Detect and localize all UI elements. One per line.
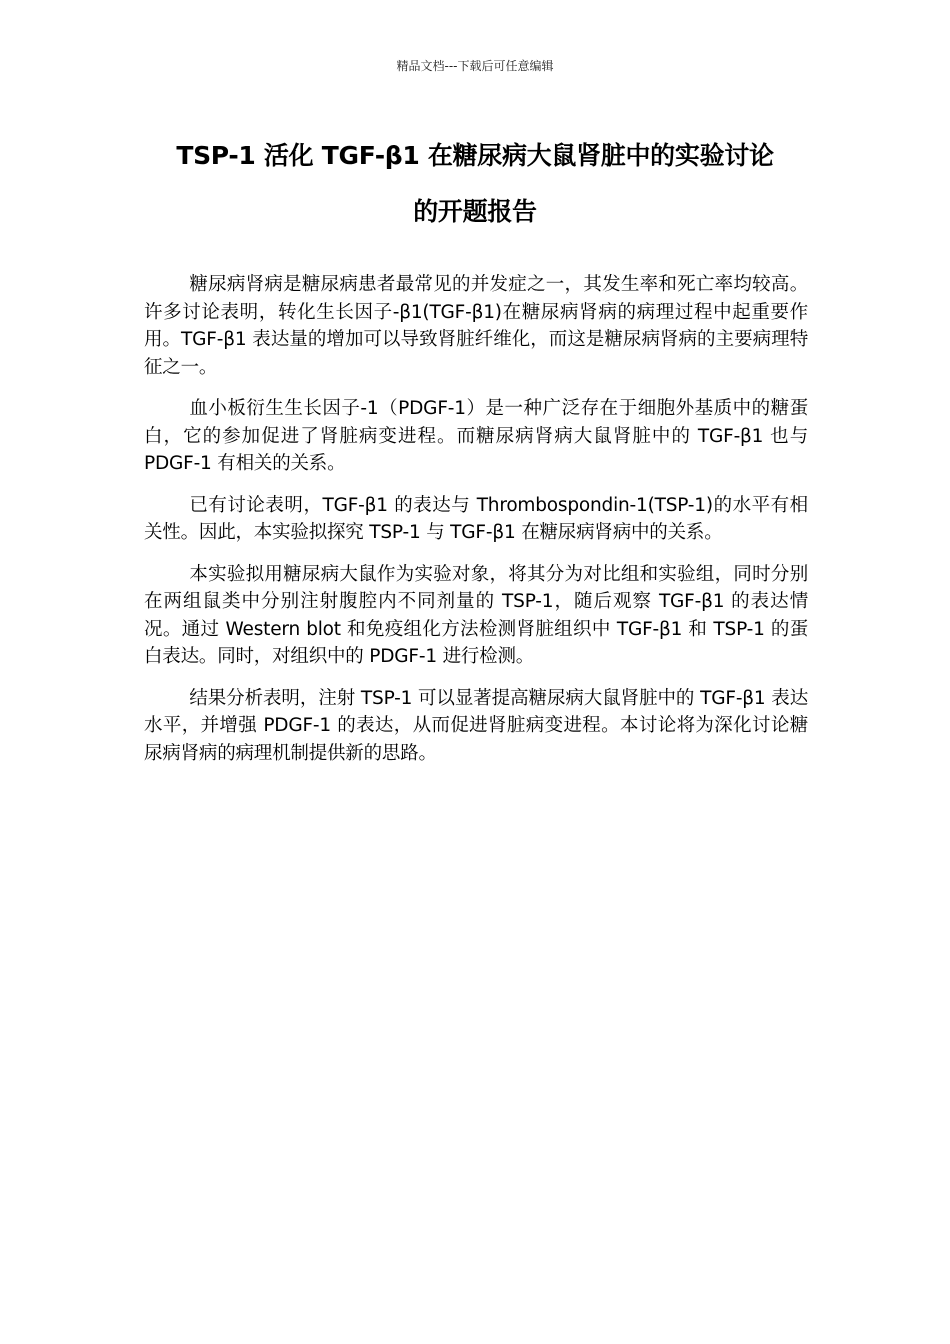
paragraph-3: 已有讨论表明，TGF-β1 的表达与 Thrombospondin-1(TSP-1)的水平有相关性。因此，本实验拟探究 TSP-1 与 TGF-β1 在糖尿病肾病中的关系。 bbox=[144, 494, 808, 543]
page-header-note: 精品文档---下载后可任意编辑 bbox=[396, 59, 554, 73]
paragraph-4: 本实验拟用糖尿病大鼠作为实验对象，将其分为对比组和实验组，同时分别在两组鼠类中分别注射腹腔内不同剂量的 TSP-1，随后观察 TGF-β1 的表达情况。通过 Western blot 和免疫组化方法检测肾脏组织中 TGF-β1 和 TSP-1 的蛋白表达。同时，对组织中的 PDGF-1 进行检测。 bbox=[144, 563, 808, 667]
document-body bbox=[144, 271, 808, 781]
document-title-line-2: 的开题报告 bbox=[413, 197, 537, 226]
document-title-line-1: TSP-1 活化 TGF-β1 在糖尿病大鼠肾脏中的实验讨论 bbox=[176, 141, 774, 170]
paragraph-2: 血小板衍生生长因子-1（PDGF-1）是一种广泛存在于细胞外基质中的糖蛋白，它的参加促进了肾脏病变进程。而糖尿病肾病大鼠肾脏中的 TGF-β1 也与 PDGF-1 有相关的关系。 bbox=[144, 398, 808, 474]
paragraph-1: 糖尿病肾病是糖尿病患者最常见的并发症之一，其发生率和死亡率均较高。许多讨论表明，转化生长因子-β1(TGF-β1)在糖尿病肾病的病理过程中起重要作用。TGF-β1 表达量的增加可以导致肾脏纤维化，而这是糖尿病肾病的主要病理特征之一。 bbox=[144, 274, 808, 378]
paragraph-5: 结果分析表明，注射 TSP-1 可以显著提高糖尿病大鼠肾脏中的 TGF-β1 表达水平，并增强 PDGF-1 的表达，从而促进肾脏病变进程。本讨论将为深化讨论糖尿病肾病的病理机制提供新的思路。 bbox=[144, 687, 808, 764]
document-title bbox=[120, 128, 830, 240]
